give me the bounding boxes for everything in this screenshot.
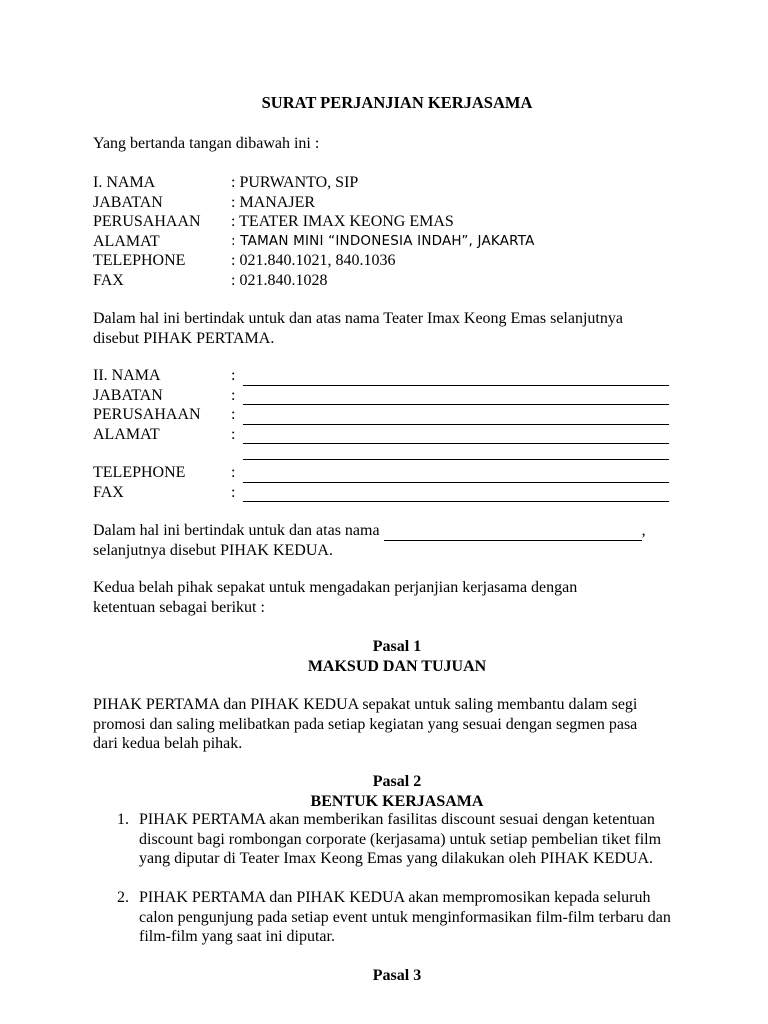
party2-row-telephone [93,463,693,483]
party2-row-jabatan [93,386,693,406]
field-value: : PURWANTO, SIP [231,174,359,191]
intro-text: Yang bertanda tangan dibawah ini : [93,135,320,152]
party1-row-nama [93,173,693,193]
field-colon: : [231,406,236,423]
list-text-line: PIHAK PERTAMA akan memberikan fasilitas discount sesuai dengan ketentuan [139,811,655,828]
field-colon: : [231,483,236,501]
party1-row-perusahaan [93,212,693,232]
field-label: II. NAMA [93,367,161,384]
blank-fill-line[interactable] [243,485,669,502]
blank-fill-line-company[interactable] [384,525,642,541]
pasal3-number: Pasal 3 [372,967,422,984]
field-label: TELEPHONE [93,464,186,481]
list-text-line: PIHAK PERTAMA dan PIHAK KEDUA akan mempromosikan kepada seluruh [139,889,651,906]
pasal1-line2: promosi dan saling melibatkan pada setiap kegiatan yang sesuai dengan segmen pasa [93,715,638,733]
agreement-line2: ketentuan sebagai berikut : [93,598,265,616]
pasal2-heading: BENTUK KERJASAMA [310,792,484,810]
field-label: ALAMAT [93,425,160,443]
party2-row-nama [93,366,693,386]
party1-row-alamat [93,232,693,252]
pasal2-number: Pasal 2 [372,773,422,790]
blank-fill-line[interactable] [243,427,669,444]
pasal1-heading: MAKSUD DAN TUJUAN [307,657,487,675]
blank-fill-line-address-2[interactable] [243,444,669,460]
field-label: JABATAN [93,386,163,404]
field-label: FAX [93,483,124,501]
field-value: : TEATER IMAX KEONG EMAS [231,213,454,230]
list-text-line: calon pengunjung pada setiap event untuk menginformasikan film-film terbaru dan [139,908,671,926]
party1-statement-line2: disebut PIHAK PERTAMA. [93,329,275,347]
list-text-line: discount bagi rombongan corporate (kerjasama) untuk setiap pembelian tiket film [139,830,662,848]
field-label: FAX [93,271,124,289]
field-label: I. NAMA [93,174,156,191]
pasal1-line1: PIHAK PERTAMA dan PIHAK KEDUA sepakat untuk saling membantu dalam segi [93,696,638,713]
blank-fill-line[interactable] [243,369,669,386]
agreement-line1: Kedua belah pihak sepakat untuk mengadakan perjanjian kerjasama dengan [93,579,578,596]
field-value: : TAMAN MINI “INDONESIA INDAH”, JAKARTA [231,232,535,249]
blank-fill-line[interactable] [243,408,669,425]
party2-row-perusahaan [93,405,693,425]
party2-statement-line1 [93,521,693,541]
party2-row-fax [93,483,693,503]
field-label: TELEPHONE [93,252,186,269]
party2-row-alamat [93,425,693,445]
field-value: : 021.840.1028 [231,271,328,289]
field-value: : 021.840.1021, 840.1036 [231,252,396,269]
list-text-line: film-film yang saat ini diputar. [139,928,335,945]
field-colon: : [231,464,236,481]
party2-statement-prefix: Dalam hal ini bertindak untuk dan atas nama [93,522,380,539]
list-text-line: yang diputar di Teater Imax Keong Emas yang dilakukan oleh PIHAK KEDUA. [139,850,654,867]
party1-statement-line1: Dalam hal ini bertindak untuk dan atas nama Teater Imax Keong Emas selanjutnya [93,310,623,327]
pasal1-line3: dari kedua belah pihak. [93,735,243,752]
list-number: 2. [117,889,129,906]
field-label: PERUSAHAAN [93,406,201,423]
blank-fill-line[interactable] [243,388,669,405]
document-title: SURAT PERJANJIAN KERJASAMA [261,93,533,112]
field-value: : MANAJER [231,193,316,211]
party1-row-telephone [93,251,693,271]
pasal1-number: Pasal 1 [372,638,422,655]
party1-row-fax [93,271,693,291]
field-label: ALAMAT [93,232,160,250]
field-colon: : [231,386,236,404]
field-label: JABATAN [93,193,163,211]
blank-fill-line[interactable] [243,466,669,483]
field-label: PERUSAHAAN [93,213,201,230]
field-colon: : [231,367,236,384]
party2-statement-suffix: , [641,522,646,539]
party1-row-jabatan [93,193,693,213]
party2-statement-line2: selanjutnya disebut PIHAK KEDUA. [93,541,333,559]
list-number: 1. [117,811,129,828]
field-colon: : [231,425,236,443]
